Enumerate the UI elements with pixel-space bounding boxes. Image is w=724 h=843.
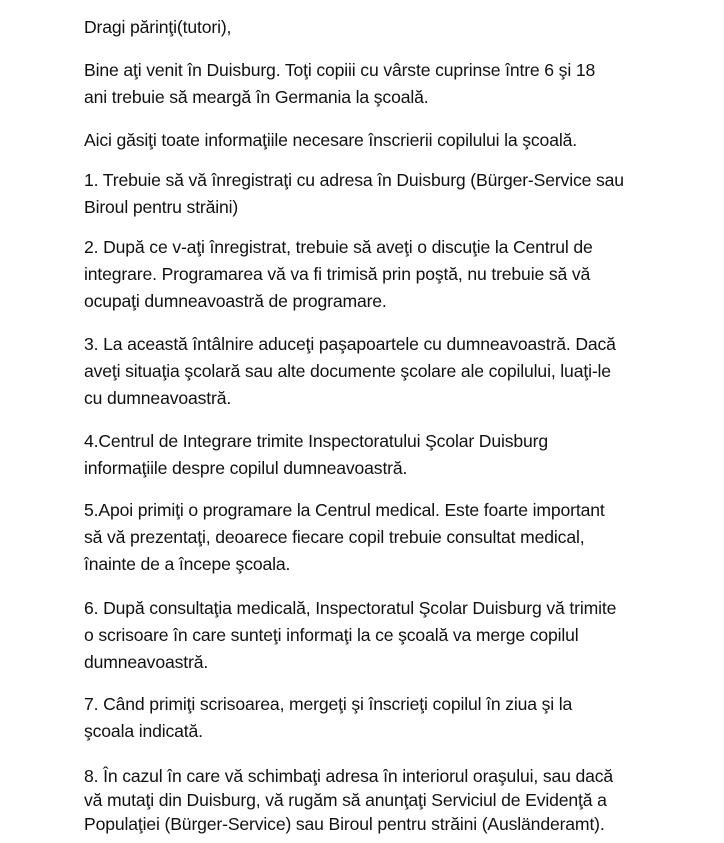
step-4-line-2: informaţiile despre copilul dumneavoastră.: [84, 458, 408, 478]
step-3-line-1: 3. La această întâlnire aduceţi paşapoartele cu dumneavoastră. Dacă: [84, 334, 616, 354]
step-2-line-1: 2. După ce v-aţi înregistrat, trebuie să aveţi o discuţie la Centrul de: [84, 237, 593, 257]
step-6-line-1: 6. După consultaţia medicală, Inspectoratul Şcolar Duisburg vă trimite: [84, 598, 617, 618]
step-8-line-3: Populaţiei (Bürger-Service) sau Biroul pentru străini (Ausländeramt).: [84, 814, 605, 834]
step-6-line-2: o scrisoare în care sunteţi informaţi la ce şcoală va merge copilul: [84, 625, 579, 645]
step-3-line-2: aveţi situaţia şcolară sau alte documente şcolare ale copilului, luaţi-le: [84, 361, 611, 381]
step-2-line-3: ocupaţi dumneavoastră de programare.: [84, 291, 387, 311]
step-5-line-2: să vă prezentaţi, deoarece fiecare copil trebuie consultat medical,: [84, 527, 585, 547]
step-4-line-1: 4.Centrul de Integrare trimite Inspectoratului Şcolar Duisburg: [84, 431, 549, 451]
step-5-line-1: 5.Apoi primiţi o programare la Centrul medical. Este foarte important: [84, 500, 605, 520]
step-1-line-1: 1. Trebuie să vă înregistraţi cu adresa în Duisburg (Bürger-Service sau: [84, 170, 624, 190]
step-7-line-1: 7. Când primiţi scrisoarea, mergeţi şi înscrieţi copilul în ziua şi la: [84, 694, 573, 714]
step-7-line-2: şcoala indicată.: [84, 721, 203, 741]
intro-line-2: ani trebuie să meargă în Germania la şcoală.: [84, 87, 429, 107]
greeting: Dragi părinţi(tutori),: [84, 17, 232, 37]
step-6-line-3: dumneavoastră.: [84, 652, 209, 672]
step-8-line-2: vă mutaţi din Duisburg, vă rugăm să anunţaţi Serviciul de Evidenţă a: [84, 790, 607, 810]
intro-line-1: Bine aţi venit în Duisburg. Toţi copiii cu vârste cuprinse între 6 şi 18: [84, 60, 596, 80]
step-3-line-3: cu dumneavoastră.: [84, 388, 232, 408]
step-5-line-3: înainte de a începe şcoala.: [84, 554, 291, 574]
step-1-line-2: Biroul pentru străini): [84, 197, 239, 217]
step-2-line-2: integrare. Programarea vă va fi trimisă prin poştă, nu trebuie să vă: [84, 264, 591, 284]
info-paragraph: Aici găsiţi toate informaţiile necesare înscrierii copilului la şcoală.: [84, 130, 577, 150]
step-8-line-1: 8. În cazul în care vă schimbaţi adresa în interiorul oraşului, sau dacă: [84, 766, 614, 786]
